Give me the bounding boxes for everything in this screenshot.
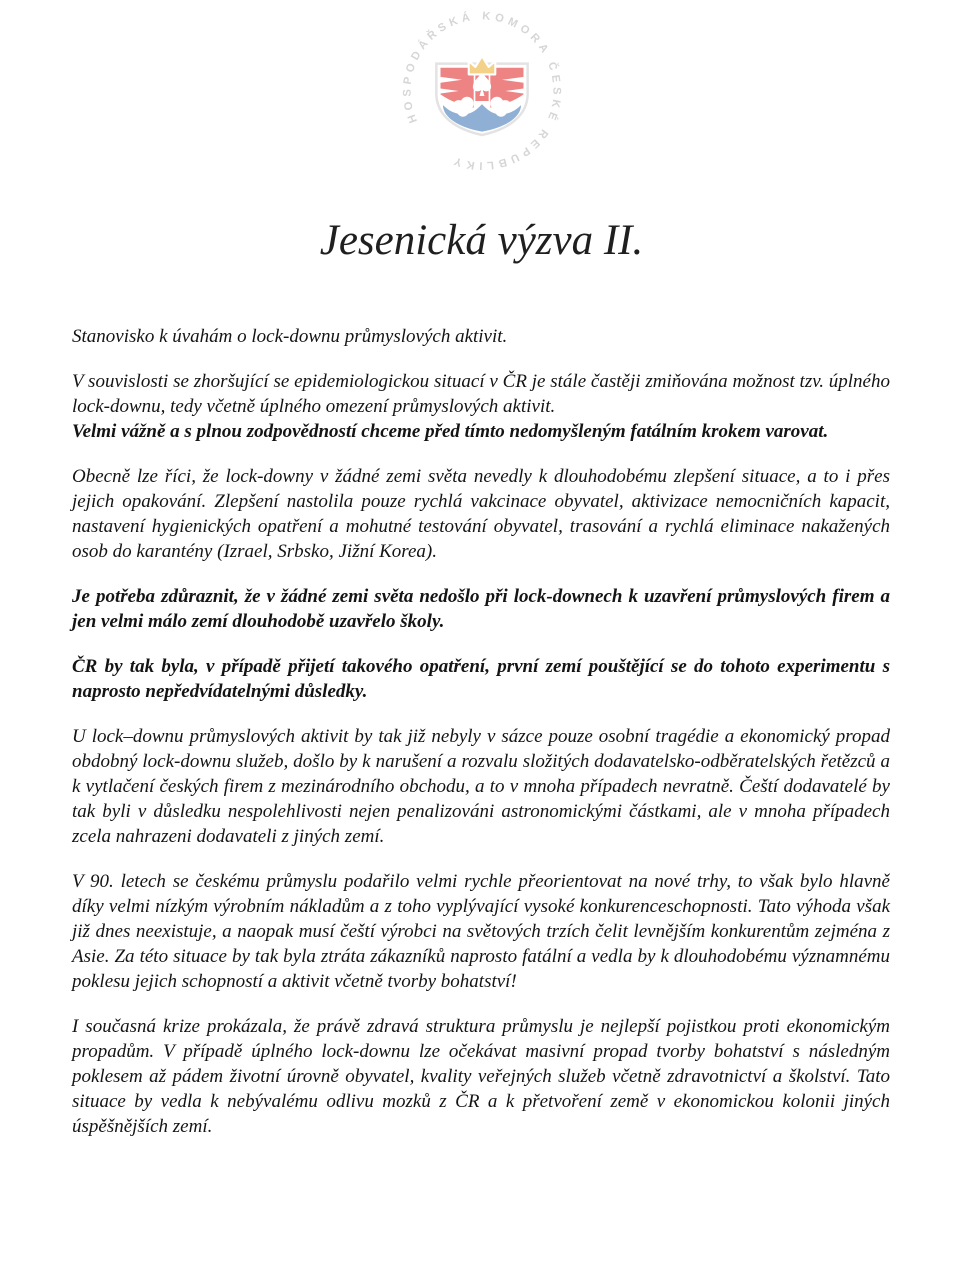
chamber-of-commerce-logo-icon <box>399 8 565 174</box>
paragraph: I současná krize prokázala, že právě zdravá struktura průmyslu je nejlepší pojistkou proti ekonomickým propadům. V případě úplného lock-downu lze očekávat masivní propad tvorby bohatství s následným poklesem až pádem životní úrovně obyvatel, kvality veřejných služeb včetně zdravotnictví a školství. Tato situace by vedla k nebývalému odlivu mozků z ČR a k přetvoření země v ekonomickou kolonii jiných úspěšnějších zemí. <box>72 1016 890 1137</box>
paragraph: V souvislosti se zhoršující se epidemiologickou situací v ČR je stále častěji zmiňována možnost tzv. úplného lock-downu, tedy včetně úplného omezení průmyslových aktivit. <box>72 371 890 417</box>
paragraph-emphasis: Je potřeba zdůraznit, že v žádné zemi světa nedošlo při lock-downech k uzavření průmyslových firem a jen velmi málo zemí dlouhodobě uzavřelo školy. <box>72 586 890 632</box>
page-title: Jesenická výzva II. <box>319 217 644 264</box>
chamber-logo <box>0 0 963 174</box>
paragraph: V 90. letech se českému průmyslu podařilo velmi rychle přeorientovat na nové trhy, to však bylo hlavně díky velmi nízkým výrobním nákladům a z toho vyplývající vysoké konkurenceschopnosti. Tato výhoda však již dnes neexistuje, a naopak musí čeští výrobci na světových trzích čelit levnějším konkurentům zejména z Asie. Za této situace by tak byla ztráta zákazníků naprosto fatální a vedla by k dlouhodobému významnému poklesu jejich schopností a aktivit včetně tvorby bohatství! <box>72 871 890 992</box>
logo-shield <box>436 56 527 135</box>
document-body <box>72 324 890 1139</box>
paragraph: U lock–downu průmyslových aktivit by tak již nebyly v sázce pouze osobní tragédie a ekonomický propad obdobný lock-downu služeb, došlo by k narušení a rozvalu složitých dodavatelsko-odběratelských řetězců a k vytlačení českých firem z mezinárodního obchodu, a to v mnoha případech nevratně. Čeští dodavatelé by tak byli v důsledku nespolehlivosti nejen penalizováni astronomickými částkami, ale v mnoha případech zcela nahrazeni dodavateli z jiných zemí. <box>72 726 890 847</box>
logo-crown <box>468 56 495 74</box>
logo-ring-text: HOSPODÁŘSKÁ KOMORA ČESKÉ REPUBLIKY <box>401 10 563 172</box>
paragraph: Obecně lze říci, že lock-downy v žádné zemi světa nevedly k dlouhodobému zlepšení situace, a to i přes jejich opakování. Zlepšení nastolila pouze rychlá vakcinace obyvatel, aktivizace nemocničních kapacit, nastavení hygienických opatření a mohutné testování obyvatel, trasování a rychlá eliminace nakažených osob do karantény (Izrael, Srbsko, Jižní Korea). <box>72 466 890 562</box>
paragraph-emphasis: Velmi vážně a s plnou zodpovědností chceme před tímto nedomyšleným fatálním krokem varovat. <box>72 421 829 442</box>
document-subtitle: Stanovisko k úvahám o lock-downu průmyslových aktivit. <box>72 326 508 347</box>
paragraph-emphasis: ČR by tak byla, v případě přijetí takového opatření, první zemí pouštějící se do tohoto experimentu s naprosto nepředvídatelnými důsledky. <box>72 656 890 702</box>
